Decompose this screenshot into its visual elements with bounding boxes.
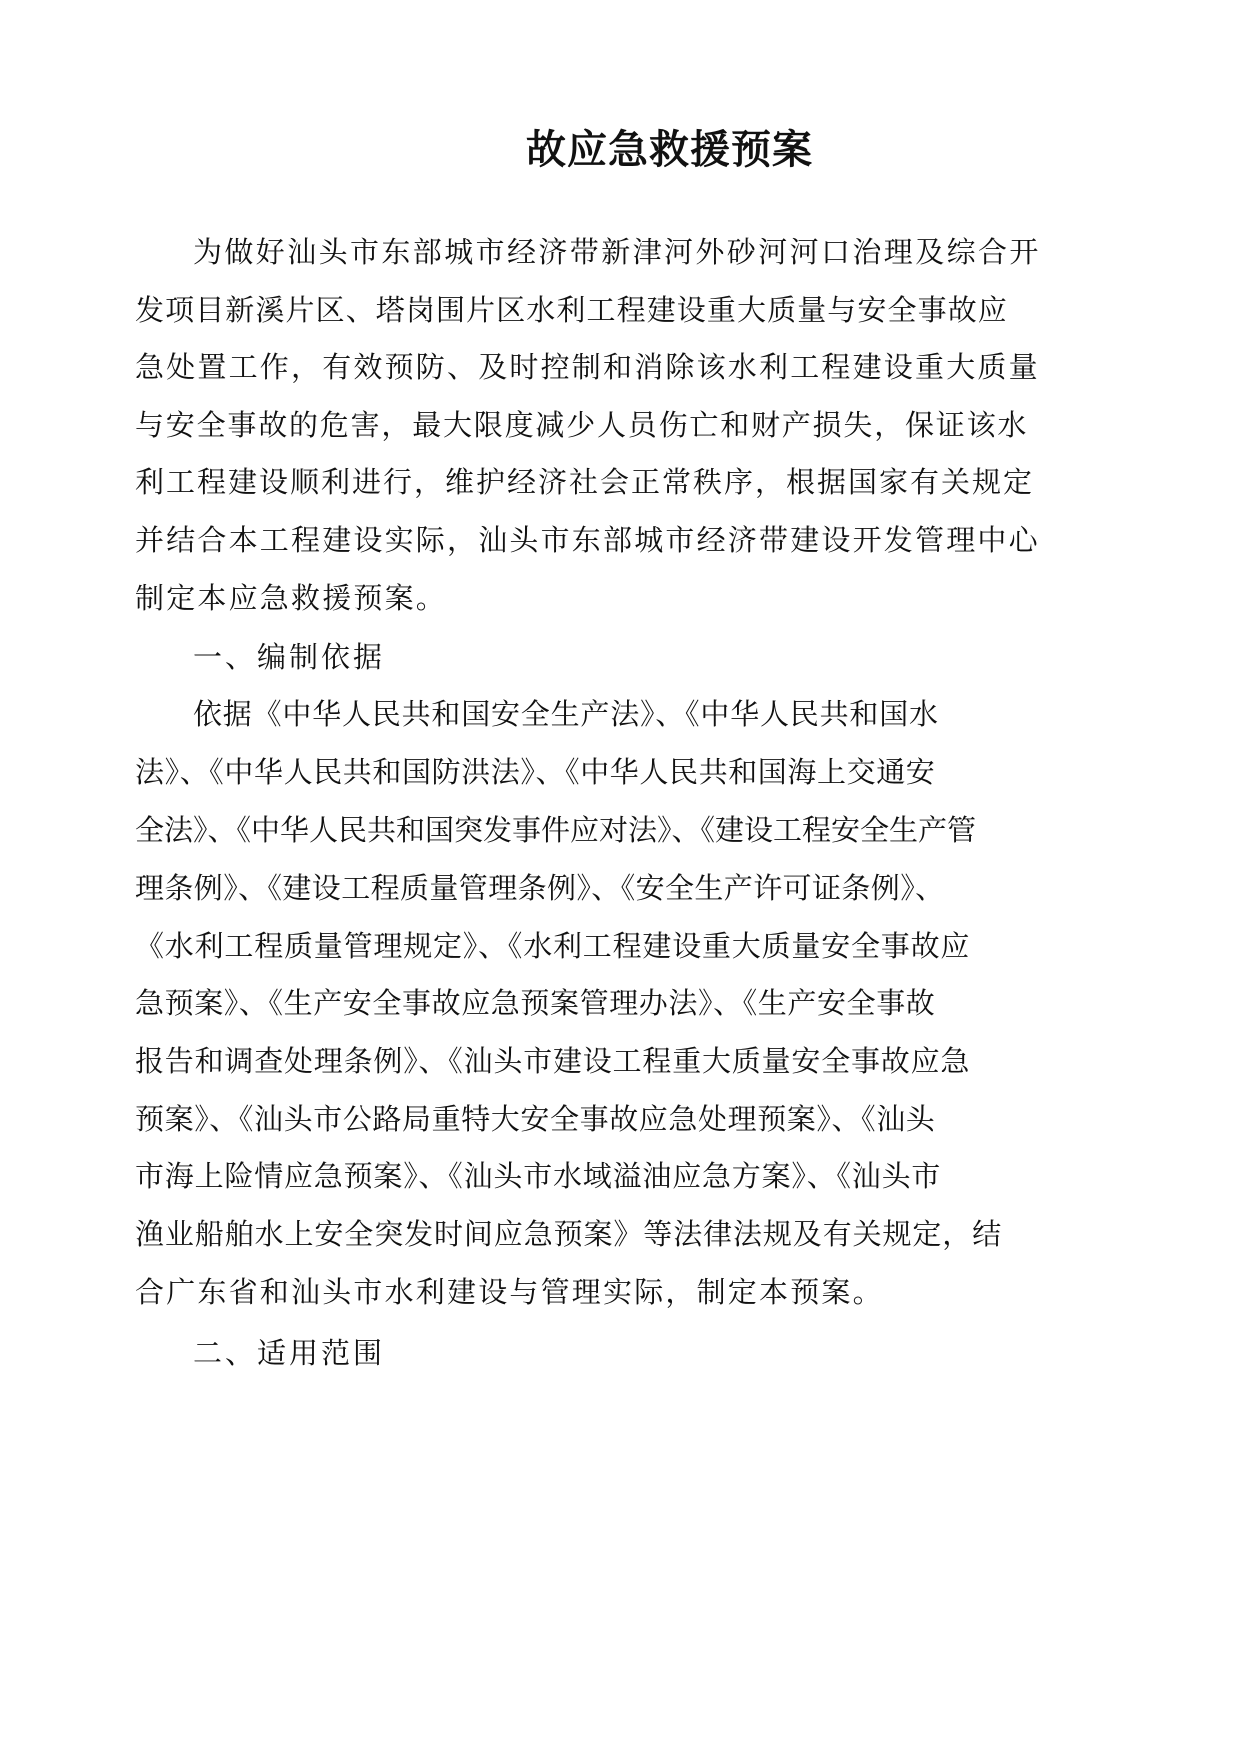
paragraph-intro-line: 并结合本工程建设实际，汕头市东部城市经济带建设开发管理中心 xyxy=(135,523,1040,557)
paragraph-intro-line: 与安全事故的危害，最大限度减少人员伤亡和财产损失，保证该水 xyxy=(135,408,1029,442)
paragraph-basis-line: 合广东省和汕头市水利建设与管理实际，制定本预案。 xyxy=(135,1275,884,1309)
paragraph-intro-line: 急处置工作，有效预防、及时控制和消除该水利工程建设重大质量 xyxy=(135,350,1040,384)
paragraph-basis-line: 预案》、《汕头市公路局重特大安全事故应急处理预案》、《汕头 xyxy=(135,1102,936,1136)
paragraph-basis-line: 依据《中华人民共和国安全生产法》、《中华人民共和国水 xyxy=(193,697,939,731)
section-heading-scope: 二、适用范围 xyxy=(193,1336,386,1370)
paragraph-intro-line: 利工程建设顺利进行，维护经济社会正常秩序，根据国家有关规定 xyxy=(135,465,1035,499)
paragraph-basis-line: 法》、《中华人民共和国防洪法》、《中华人民共和国海上交通安 xyxy=(135,755,936,789)
paragraph-basis-line: 报告和调查处理条例》、《汕头市建设工程重大质量安全事故应急 xyxy=(135,1044,971,1078)
paragraph-basis-line: 急预案》、《生产安全事故应急预案管理办法》、《生产安全事故 xyxy=(135,986,936,1020)
paragraph-basis-line: 《水利工程质量管理规定》、《水利工程建设重大质量安全事故应 xyxy=(135,929,971,963)
paragraph-intro-line: 发项目新溪片区、塔岗围片区水利工程建设重大质量与安全事故应 xyxy=(135,293,1008,327)
paragraph-intro-line: 为做好汕头市东部城市经济带新津河外砂河河口治理及综合开 xyxy=(193,235,1041,269)
document-title: 故应急救援预案 xyxy=(526,127,813,173)
section-heading-basis: 一、编制依据 xyxy=(193,640,386,674)
paragraph-intro-line: 制定本应急救援预案。 xyxy=(135,581,448,615)
paragraph-basis-line: 渔业船舶水上安全突发时间应急预案》等法律法规及有关规定，结 xyxy=(135,1217,1003,1251)
paragraph-basis-line: 全法》、《中华人民共和国突发事件应对法》、《建设工程安全生产管 xyxy=(135,813,977,847)
paragraph-basis-line: 理条例》、《建设工程质量管理条例》、《安全生产许可证条例》、 xyxy=(135,871,945,905)
paragraph-basis-line: 市海上险情应急预案》、《汕头市水域溢油应急方案》、《汕头市 xyxy=(135,1159,942,1193)
